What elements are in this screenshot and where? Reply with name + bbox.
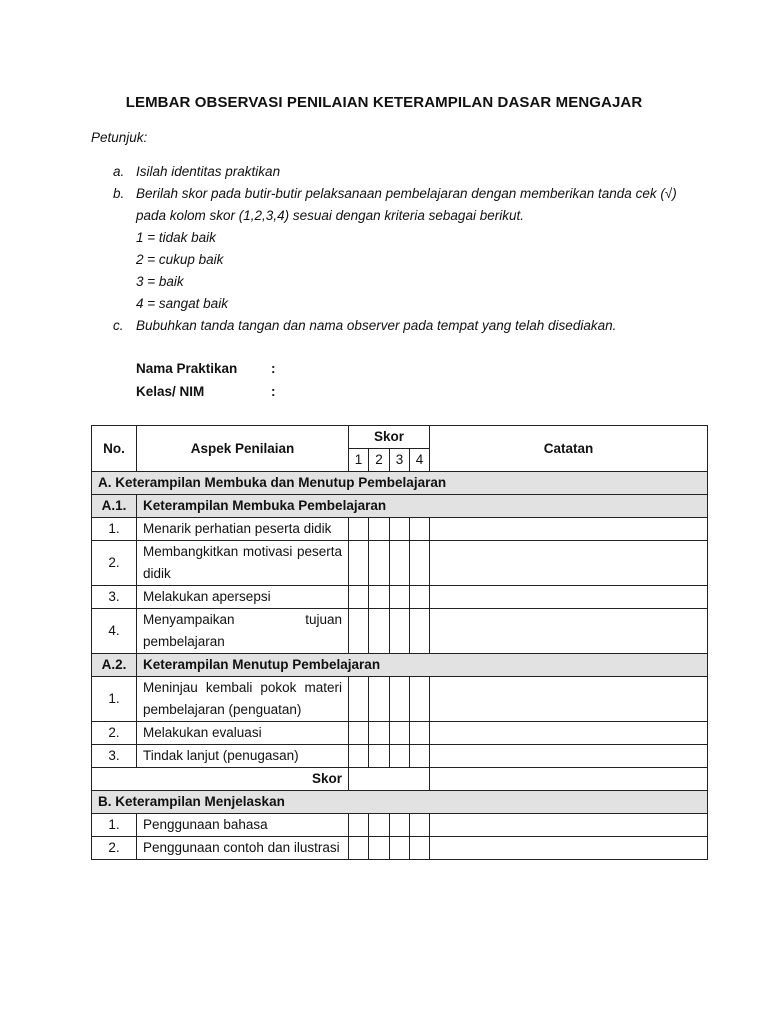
score-cell[interactable] <box>349 837 369 860</box>
row-aspek: Tindak lanjut (penugasan) <box>137 745 349 768</box>
row-no: 3. <box>92 586 137 609</box>
score-cell[interactable] <box>390 745 410 768</box>
row-no: 1. <box>92 677 137 722</box>
score-cell[interactable] <box>390 722 410 745</box>
score-cell[interactable] <box>390 814 410 837</box>
table-row <box>92 541 708 586</box>
score-cell[interactable] <box>410 518 430 541</box>
header-row <box>92 426 708 449</box>
row-no: 2. <box>92 837 137 860</box>
subsection-code: A.2. <box>92 654 137 677</box>
score-cell[interactable] <box>369 586 390 609</box>
table-row <box>92 609 708 654</box>
score-cell[interactable] <box>390 609 410 654</box>
table-row <box>92 677 708 722</box>
score-cell[interactable] <box>349 518 369 541</box>
header-aspek: Aspek Penilaian <box>137 426 349 472</box>
score-cell[interactable] <box>369 677 390 722</box>
section-a-row <box>92 472 708 495</box>
catatan-cell[interactable] <box>430 745 708 768</box>
instructions-list <box>113 161 693 337</box>
score-col-1: 1 <box>349 449 369 472</box>
catatan-cell[interactable] <box>430 768 708 791</box>
catatan-cell[interactable] <box>430 677 708 722</box>
subsection-title: Keterampilan Membuka Pembelajaran <box>137 495 708 518</box>
score-cell[interactable] <box>369 518 390 541</box>
identity-block <box>136 357 276 403</box>
nama-praktikan-field[interactable]: : <box>271 361 276 376</box>
score-cell[interactable] <box>349 586 369 609</box>
score-cell[interactable] <box>369 541 390 586</box>
instruction-text: Isilah identitas praktikan <box>136 164 281 179</box>
instruction-c <box>113 315 693 337</box>
table-row <box>92 745 708 768</box>
score-cell[interactable] <box>390 518 410 541</box>
header-catatan: Catatan <box>430 426 708 472</box>
row-no: 2. <box>92 541 137 586</box>
score-cell[interactable] <box>390 677 410 722</box>
score-cell[interactable] <box>410 814 430 837</box>
section-b-row <box>92 791 708 814</box>
score-cell[interactable] <box>349 541 369 586</box>
score-cell[interactable] <box>369 722 390 745</box>
row-aspek: Meninjau kembali pokok materi pembelajaran (penguatan) <box>137 677 349 722</box>
section-a-title: A. Keterampilan Membuka dan Menutup Pembelajaran <box>92 472 708 495</box>
score-cell[interactable] <box>390 541 410 586</box>
observation-table <box>91 425 708 860</box>
row-aspek: Penggunaan bahasa <box>137 814 349 837</box>
score-cell[interactable] <box>410 745 430 768</box>
row-aspek: Menyampaikan tujuan pembelajaran <box>137 609 349 654</box>
score-cell[interactable] <box>369 609 390 654</box>
row-aspek: Melakukan evaluasi <box>137 722 349 745</box>
instruction-b <box>113 183 693 227</box>
score-total-row <box>92 768 708 791</box>
kelas-nim-field[interactable]: : <box>271 384 276 399</box>
score-cell[interactable] <box>349 722 369 745</box>
score-cell[interactable] <box>410 541 430 586</box>
score-total-label: Skor <box>92 768 349 791</box>
instruction-text: Bubuhkan tanda tangan dan nama observer pada tempat yang telah disediakan. <box>136 318 617 333</box>
row-no: 3. <box>92 745 137 768</box>
criteria-item: 1 = tidak baik <box>136 230 216 245</box>
table-row <box>92 586 708 609</box>
section-b-title: B. Keterampilan Menjelaskan <box>92 791 708 814</box>
score-col-2: 2 <box>369 449 390 472</box>
header-skor: Skor <box>349 426 430 449</box>
subsection-title: Keterampilan Menutup Pembelajaran <box>137 654 708 677</box>
criteria-item: 3 = baik <box>136 274 184 289</box>
score-cell[interactable] <box>410 722 430 745</box>
header-no: No. <box>92 426 137 472</box>
score-cell[interactable] <box>369 814 390 837</box>
score-cell[interactable] <box>410 586 430 609</box>
criteria-item: 2 = cukup baik <box>136 252 224 267</box>
instructions-label: Petunjuk: <box>91 130 148 145</box>
row-no: 1. <box>92 814 137 837</box>
score-col-3: 3 <box>390 449 410 472</box>
kelas-nim-label: Kelas/ NIM <box>136 384 205 399</box>
row-no: 2. <box>92 722 137 745</box>
score-cell[interactable] <box>410 837 430 860</box>
row-no: 1. <box>92 518 137 541</box>
row-aspek: Melakukan apersepsi <box>137 586 349 609</box>
instruction-marker: b. <box>113 186 125 201</box>
instruction-marker: a. <box>113 164 125 179</box>
instruction-a <box>113 161 693 183</box>
catatan-cell[interactable] <box>430 814 708 837</box>
score-cell[interactable] <box>390 586 410 609</box>
score-cell[interactable] <box>349 677 369 722</box>
score-col-4: 4 <box>410 449 430 472</box>
instruction-marker: c. <box>113 318 124 333</box>
catatan-cell[interactable] <box>430 541 708 586</box>
catatan-cell[interactable] <box>430 609 708 654</box>
score-cell[interactable] <box>410 677 430 722</box>
instruction-text: Berilah skor pada butir-butir pelaksanaan pembelajaran dengan memberikan tanda cek (√) pada kolom skor (1,2,3,4) sesuai dengan kriteria sebagai berikut. <box>136 186 677 223</box>
score-cell[interactable] <box>390 837 410 860</box>
table-row <box>92 722 708 745</box>
score-cell[interactable] <box>349 609 369 654</box>
score-cell[interactable] <box>369 837 390 860</box>
subsection-code: A.1. <box>92 495 137 518</box>
subsection-a1-row <box>92 495 708 518</box>
table-row <box>92 837 708 860</box>
catatan-cell[interactable] <box>430 837 708 860</box>
catatan-cell[interactable] <box>430 722 708 745</box>
row-aspek: Penggunaan contoh dan ilustrasi <box>137 837 349 860</box>
page-title: LEMBAR OBSERVASI PENILAIAN KETERAMPILAN DASAR MENGAJAR <box>125 94 643 111</box>
row-aspek: Menarik perhatian peserta didik <box>137 518 349 541</box>
subsection-a2-row <box>92 654 708 677</box>
table-row <box>92 814 708 837</box>
row-aspek: Membangkitkan motivasi peserta didik <box>137 541 349 586</box>
score-cell[interactable] <box>349 745 369 768</box>
row-no: 4. <box>92 609 137 654</box>
catatan-cell[interactable] <box>430 586 708 609</box>
score-cell[interactable] <box>349 814 369 837</box>
criteria-item: 4 = sangat baik <box>136 296 228 311</box>
score-cell[interactable] <box>410 609 430 654</box>
nama-praktikan-label: Nama Praktikan <box>136 361 238 376</box>
score-total-cell[interactable] <box>349 768 430 791</box>
table-row <box>92 518 708 541</box>
score-cell[interactable] <box>369 745 390 768</box>
catatan-cell[interactable] <box>430 518 708 541</box>
